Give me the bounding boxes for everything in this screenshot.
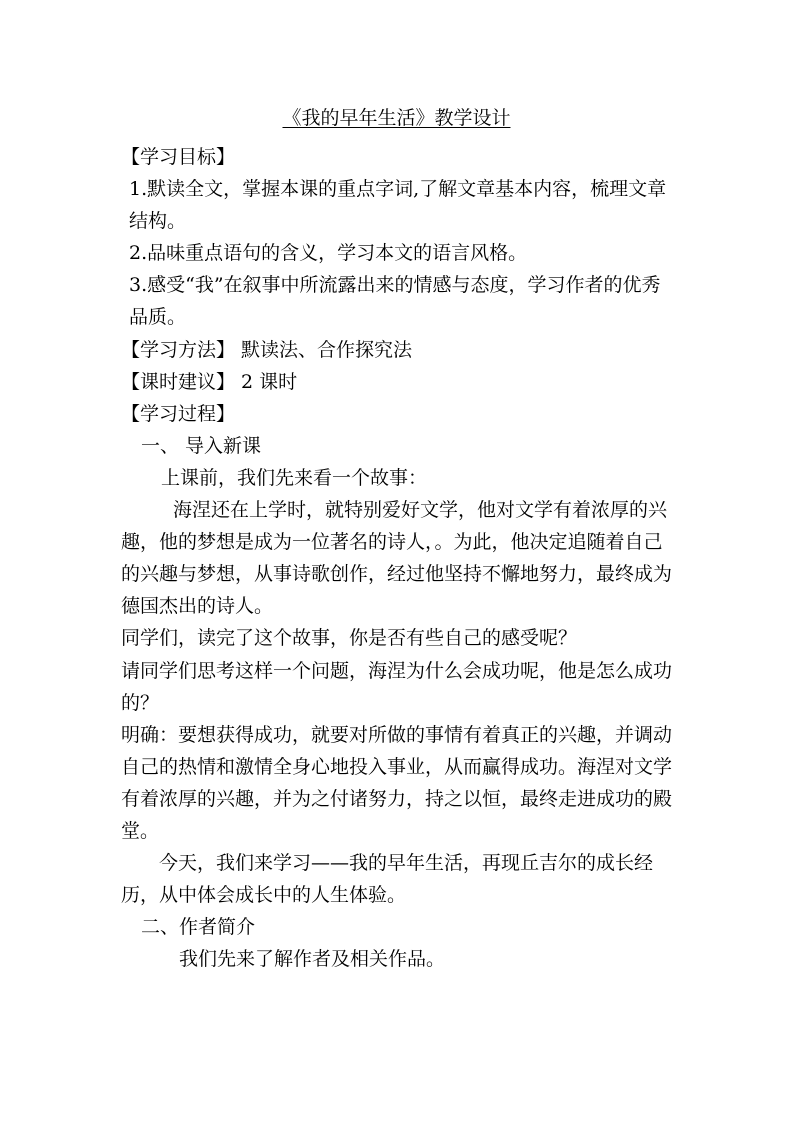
heading-learning-goals: 【学习目标】 [121, 146, 236, 168]
goal-item-3: 3.感受“我”在叙事中所流露出来的情感与态度，学习作者的优秀品质。 [129, 274, 661, 329]
learning-methods: 【学习方法】 默读法、合作探究法 [121, 338, 413, 361]
document-body [121, 141, 677, 975]
author-intro-line: 我们先来了解作者及相关作品。 [179, 948, 446, 971]
question-feeling: 同学们，读完了这个故事，你是否有些自己的感受呢？ [121, 627, 578, 650]
goal-item-2: 2.品味重点语句的含义，学习本文的语言风格。 [129, 242, 528, 265]
today-paragraph: 今天，我们来学习——我的早年生活，再现丘吉尔的成长经历，从中体会成长中的人生体验。 [121, 852, 654, 907]
question-success: 请同学们思考这样一个问题，海涅为什么会成功呢，他是怎么成功的？ [121, 659, 673, 714]
intro-line: 上课前，我们先来看一个故事： [161, 466, 428, 489]
goal-item-1: 1.默读全文，掌握本课的重点字词,了解文章基本内容，梳理文章结构。 [129, 178, 667, 233]
section-heading-author: 二、作者简介 [141, 916, 256, 939]
answer-paragraph: 明确：要想获得成功，就要对所做的事情有着真正的兴趣，并调动自己的热情和激情全身心地投入事业，从而赢得成功。海涅对文学有着浓厚的兴趣，并为之付诸努力，持之以恒，最终走进成功的殿堂。 [121, 723, 673, 842]
section-heading-intro: 一、 导入新课 [141, 434, 262, 457]
heading-learning-process: 【学习过程】 [121, 402, 236, 425]
document-title-text: 《我的早年生活》教学设计 [282, 107, 511, 129]
document-title [0, 104, 793, 132]
class-hours: 【课时建议】 2 课时 [121, 370, 298, 393]
story-paragraph: 海涅还在上学时，就特别爱好文学，他对文学有着浓厚的兴趣，他的梦想是成为一位著名的诗人，。为此，他决定追随着自己的兴趣与梦想，从事诗歌创作，经过他坚持不懈地努力，最终成为德国杰出的诗人。 [121, 499, 673, 618]
